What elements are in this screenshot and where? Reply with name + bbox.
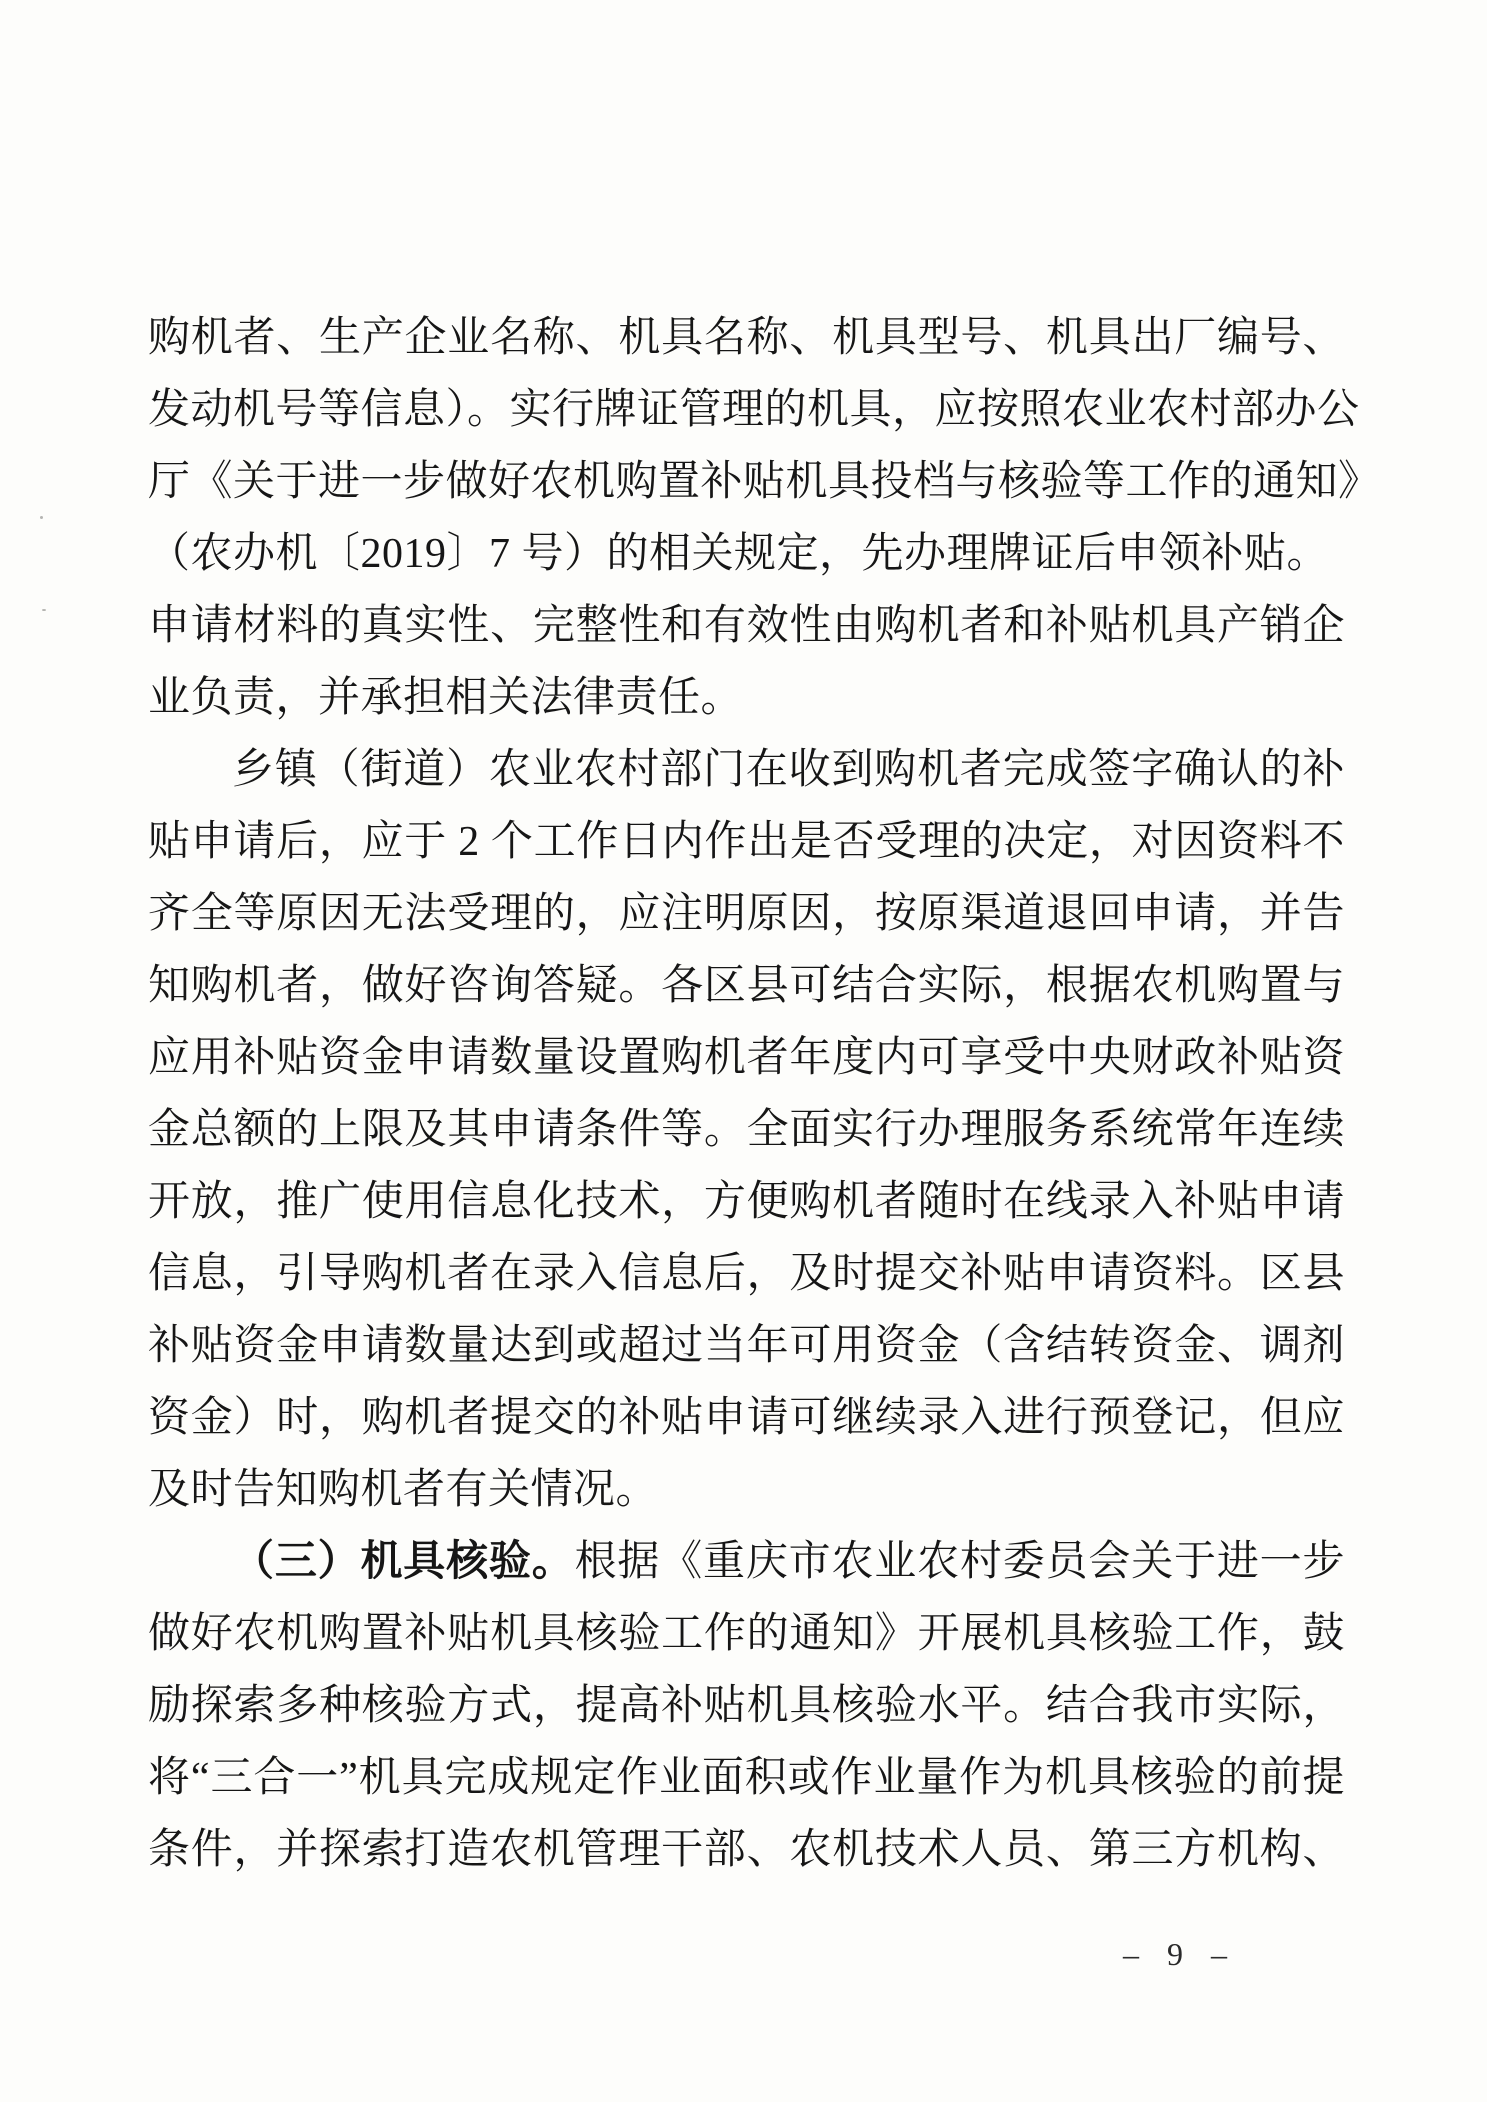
section-heading: （三）机具核验。 bbox=[232, 1539, 575, 1585]
text-line: 及时告知购机者有关情况。 bbox=[148, 1467, 659, 1513]
text-line: 申请材料的真实性、完整性和有效性由购机者和补贴机具产销企 bbox=[148, 603, 1345, 649]
text-line: 发动机号等信息）。实行牌证管理的机具，应按照农业农村部办公 bbox=[148, 387, 1360, 433]
text-line bbox=[148, 1526, 1345, 1598]
text-line: 励探索多种核验方式，提高补贴机具核验水平。结合我市实际， bbox=[148, 1683, 1345, 1729]
text-line: 知购机者，做好咨询答疑。各区县可结合实际，根据农机购置与 bbox=[148, 963, 1345, 1009]
body-text bbox=[148, 302, 1381, 1886]
text-line: 资金）时，购机者提交的补贴申请可继续录入进行预登记，但应 bbox=[148, 1395, 1345, 1441]
text-line: 将“三合一”机具完成规定作业面积或作业量作为机具核验的前提 bbox=[148, 1755, 1345, 1801]
text-line: 开放，推广使用信息化技术，方便购机者随时在线录入补贴申请 bbox=[148, 1179, 1345, 1225]
text-line: 厅《关于进一步做好农机购置补贴机具投档与核验等工作的通知》 bbox=[148, 459, 1381, 505]
text-line: 条件，并探索打造农机管理干部、农机技术人员、第三方机构、 bbox=[148, 1827, 1345, 1873]
text-line: 应用补贴资金申请数量设置购机者年度内可享受中央财政补贴资 bbox=[148, 1035, 1345, 1081]
page-number: – 9 – bbox=[1123, 1936, 1237, 1972]
scan-speck bbox=[42, 609, 46, 611]
text-line: 补贴资金申请数量达到或超过当年可用资金（含结转资金、调剂 bbox=[148, 1323, 1345, 1369]
text-line: 金总额的上限及其申请条件等。全面实行办理服务系统常年连续 bbox=[148, 1107, 1345, 1153]
text-line: 做好农机购置补贴机具核验工作的通知》开展机具核验工作，鼓 bbox=[148, 1611, 1345, 1657]
text-line: 业负责，并承担相关法律责任。 bbox=[148, 675, 744, 721]
text-line: 贴申请后，应于 2 个工作日内作出是否受理的决定，对因资料不 bbox=[148, 819, 1345, 865]
text-line: 齐全等原因无法受理的，应注明原因，按原渠道退回申请，并告 bbox=[148, 891, 1345, 937]
text-line: 购机者、生产企业名称、机具名称、机具型号、机具出厂编号、 bbox=[148, 315, 1345, 361]
text-run: 根据《重庆市农业农村委员会关于进一步 bbox=[574, 1539, 1345, 1585]
text-line: 信息，引导购机者在录入信息后，及时提交补贴申请资料。区县 bbox=[148, 1251, 1345, 1297]
text-line: （农办机〔2019〕7 号）的相关规定，先办理牌证后申领补贴。 bbox=[148, 531, 1330, 577]
text-line: 乡镇（街道）农业农村部门在收到购机者完成签字确认的补 bbox=[232, 747, 1345, 793]
scan-speck bbox=[40, 516, 43, 519]
